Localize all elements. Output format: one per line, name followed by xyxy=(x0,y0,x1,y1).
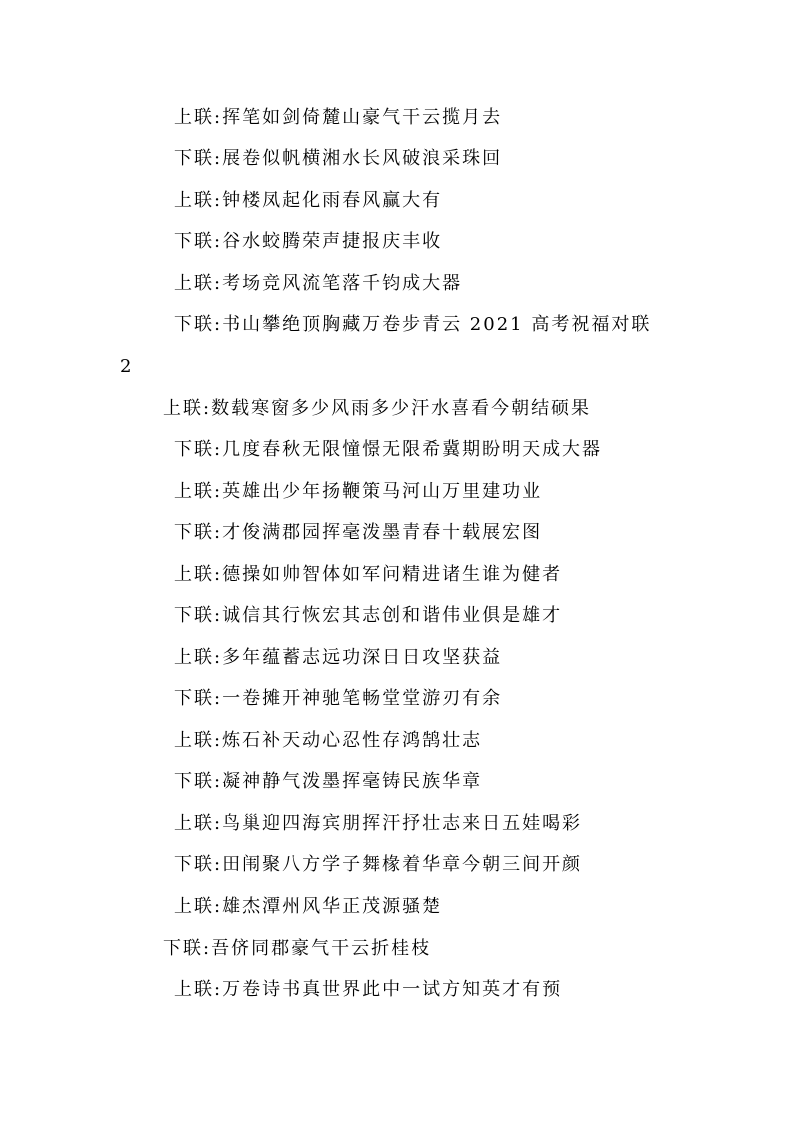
couplet-line: 下联:几度春秋无限憧憬无限希冀期盼明天成大器 xyxy=(174,439,603,460)
couplet-line: 下联:谷水蛟腾荣声捷报庆丰收 xyxy=(174,231,443,252)
couplet-line: 上联:鸟巢迎四海宾朋挥汗抒壮志来日五娃喝彩 xyxy=(174,813,583,834)
couplet-line: 下联:田闱聚八方学子舞椽着华章今朝三间开颜 xyxy=(174,854,583,875)
couplet-line: 下联:诚信其行恢宏其志创和谐伟业俱是雄才 xyxy=(174,605,563,626)
couplet-line: 下联:凝神静气泼墨挥毫铸民族华章 xyxy=(174,771,483,792)
couplet-line: 上联:挥笔如剑倚麓山豪气干云揽月去 xyxy=(174,107,503,128)
couplet-line: 上联:钟楼凤起化雨春风赢大有 xyxy=(174,190,443,211)
couplet-line: 下联:吾侪同郡豪气干云折桂枝 xyxy=(163,938,432,959)
couplet-line: 上联:炼石补天动心忍性存鸿鹄壮志 xyxy=(174,730,483,751)
couplet-line: 上联:雄杰潭州风华正茂源骚楚 xyxy=(174,896,443,917)
section-number: 2 xyxy=(120,356,134,377)
couplet-line: 下联:展卷似帆横湘水长风破浪采珠回 xyxy=(174,148,503,169)
couplet-line: 下联:才俊满郡园挥毫泼墨青春十载展宏图 xyxy=(174,522,543,543)
couplet-line: 上联:数载寒窗多少风雨多少汗水喜看今朝结硕果 xyxy=(163,398,592,419)
couplet-line: 上联:万卷诗书真世界此中一试方知英才有预 xyxy=(174,979,563,1000)
couplet-line: 上联:多年蕴蓄志远功深日日攻坚获益 xyxy=(174,647,503,668)
couplet-line: 上联:考场竞风流笔落千钧成大器 xyxy=(174,273,463,294)
couplet-line: 上联:德操如帅智体如军问精进诸生谁为健者 xyxy=(174,564,563,585)
couplet-line: 上联:英雄出少年扬鞭策马河山万里建功业 xyxy=(174,481,543,502)
couplet-line: 下联:一卷摊开神驰笔畅堂堂游刃有余 xyxy=(174,688,503,709)
couplet-line: 下联:书山攀绝顶胸藏万卷步青云 2021 高考祝福对联 xyxy=(174,314,652,335)
